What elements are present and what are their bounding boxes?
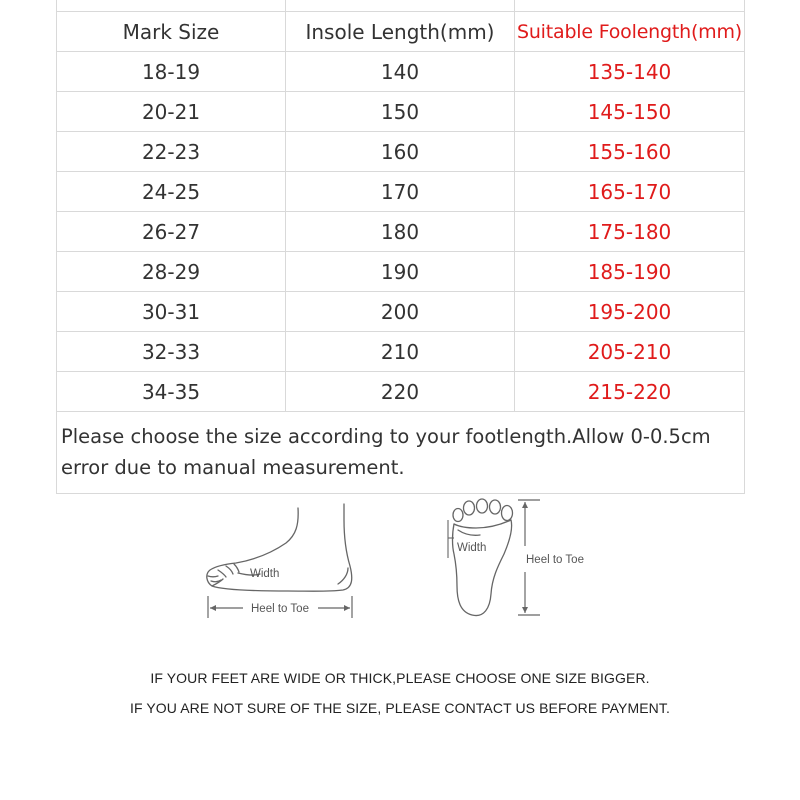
- insole-length-cell: 140: [286, 52, 515, 92]
- size-note: Please choose the size according to your footlength.Allow 0-0.5cm error due to manual measurement.: [57, 412, 745, 494]
- side-width-label: Width: [250, 568, 280, 580]
- table-row: [57, 52, 745, 92]
- table-row: [57, 292, 745, 332]
- table-top-stub: [57, 0, 745, 12]
- insole-length-cell: 210: [286, 332, 515, 372]
- advice-wide-feet: IF YOUR FEET ARE WIDE OR THICK,PLEASE CHOOSE ONE SIZE BIGGER.: [150, 670, 650, 686]
- insole-length-cell: 200: [286, 292, 515, 332]
- insole-length-cell: 150: [286, 92, 515, 132]
- foot-length-cell: 165-170: [515, 172, 745, 212]
- table-row: [57, 332, 745, 372]
- insole-length-cell: 220: [286, 372, 515, 412]
- mark-size-cell: 28-29: [57, 252, 286, 292]
- sole-foot-diagram: [440, 494, 605, 619]
- foot-length-cell: 205-210: [515, 332, 745, 372]
- insole-length-cell: 180: [286, 212, 515, 252]
- mark-size-cell: 22-23: [57, 132, 286, 172]
- table-row: [57, 252, 745, 292]
- mark-size-cell: 34-35: [57, 372, 286, 412]
- mark-size-cell: 30-31: [57, 292, 286, 332]
- foot-length-cell: 175-180: [515, 212, 745, 252]
- table-row: [57, 92, 745, 132]
- table-row: [57, 372, 745, 412]
- table-body: [57, 52, 745, 412]
- header-mark-size: Mark Size: [57, 12, 286, 52]
- insole-length-cell: 160: [286, 132, 515, 172]
- sole-foot-illustration: [453, 499, 513, 616]
- mark-size-cell: 26-27: [57, 212, 286, 252]
- table-header-row: [57, 12, 745, 52]
- mark-size-cell: 24-25: [57, 172, 286, 212]
- table-row: [57, 212, 745, 252]
- size-chart-table: [56, 0, 745, 494]
- header-foot-length: Suitable Foolength(mm): [515, 12, 745, 52]
- insole-length-cell: 170: [286, 172, 515, 212]
- foot-length-cell: 145-150: [515, 92, 745, 132]
- note-row: [57, 412, 745, 494]
- side-length-label: Heel to Toe: [251, 603, 309, 615]
- sole-width-label: Width: [457, 542, 487, 554]
- side-foot-diagram: [198, 500, 363, 625]
- mark-size-cell: 32-33: [57, 332, 286, 372]
- advice-contact-us: IF YOU ARE NOT SURE OF THE SIZE, PLEASE CONTACT US BEFORE PAYMENT.: [129, 700, 670, 716]
- header-insole-length: Insole Length(mm): [286, 12, 515, 52]
- foot-length-cell: 155-160: [515, 132, 745, 172]
- foot-length-cell: 195-200: [515, 292, 745, 332]
- table-row: [57, 132, 745, 172]
- table-row: [57, 172, 745, 212]
- mark-size-cell: 20-21: [57, 92, 286, 132]
- foot-length-cell: 185-190: [515, 252, 745, 292]
- foot-length-cell: 135-140: [515, 52, 745, 92]
- mark-size-cell: 18-19: [57, 52, 286, 92]
- insole-length-cell: 190: [286, 252, 515, 292]
- foot-length-cell: 215-220: [515, 372, 745, 412]
- sole-length-label: Heel to Toe: [526, 554, 584, 566]
